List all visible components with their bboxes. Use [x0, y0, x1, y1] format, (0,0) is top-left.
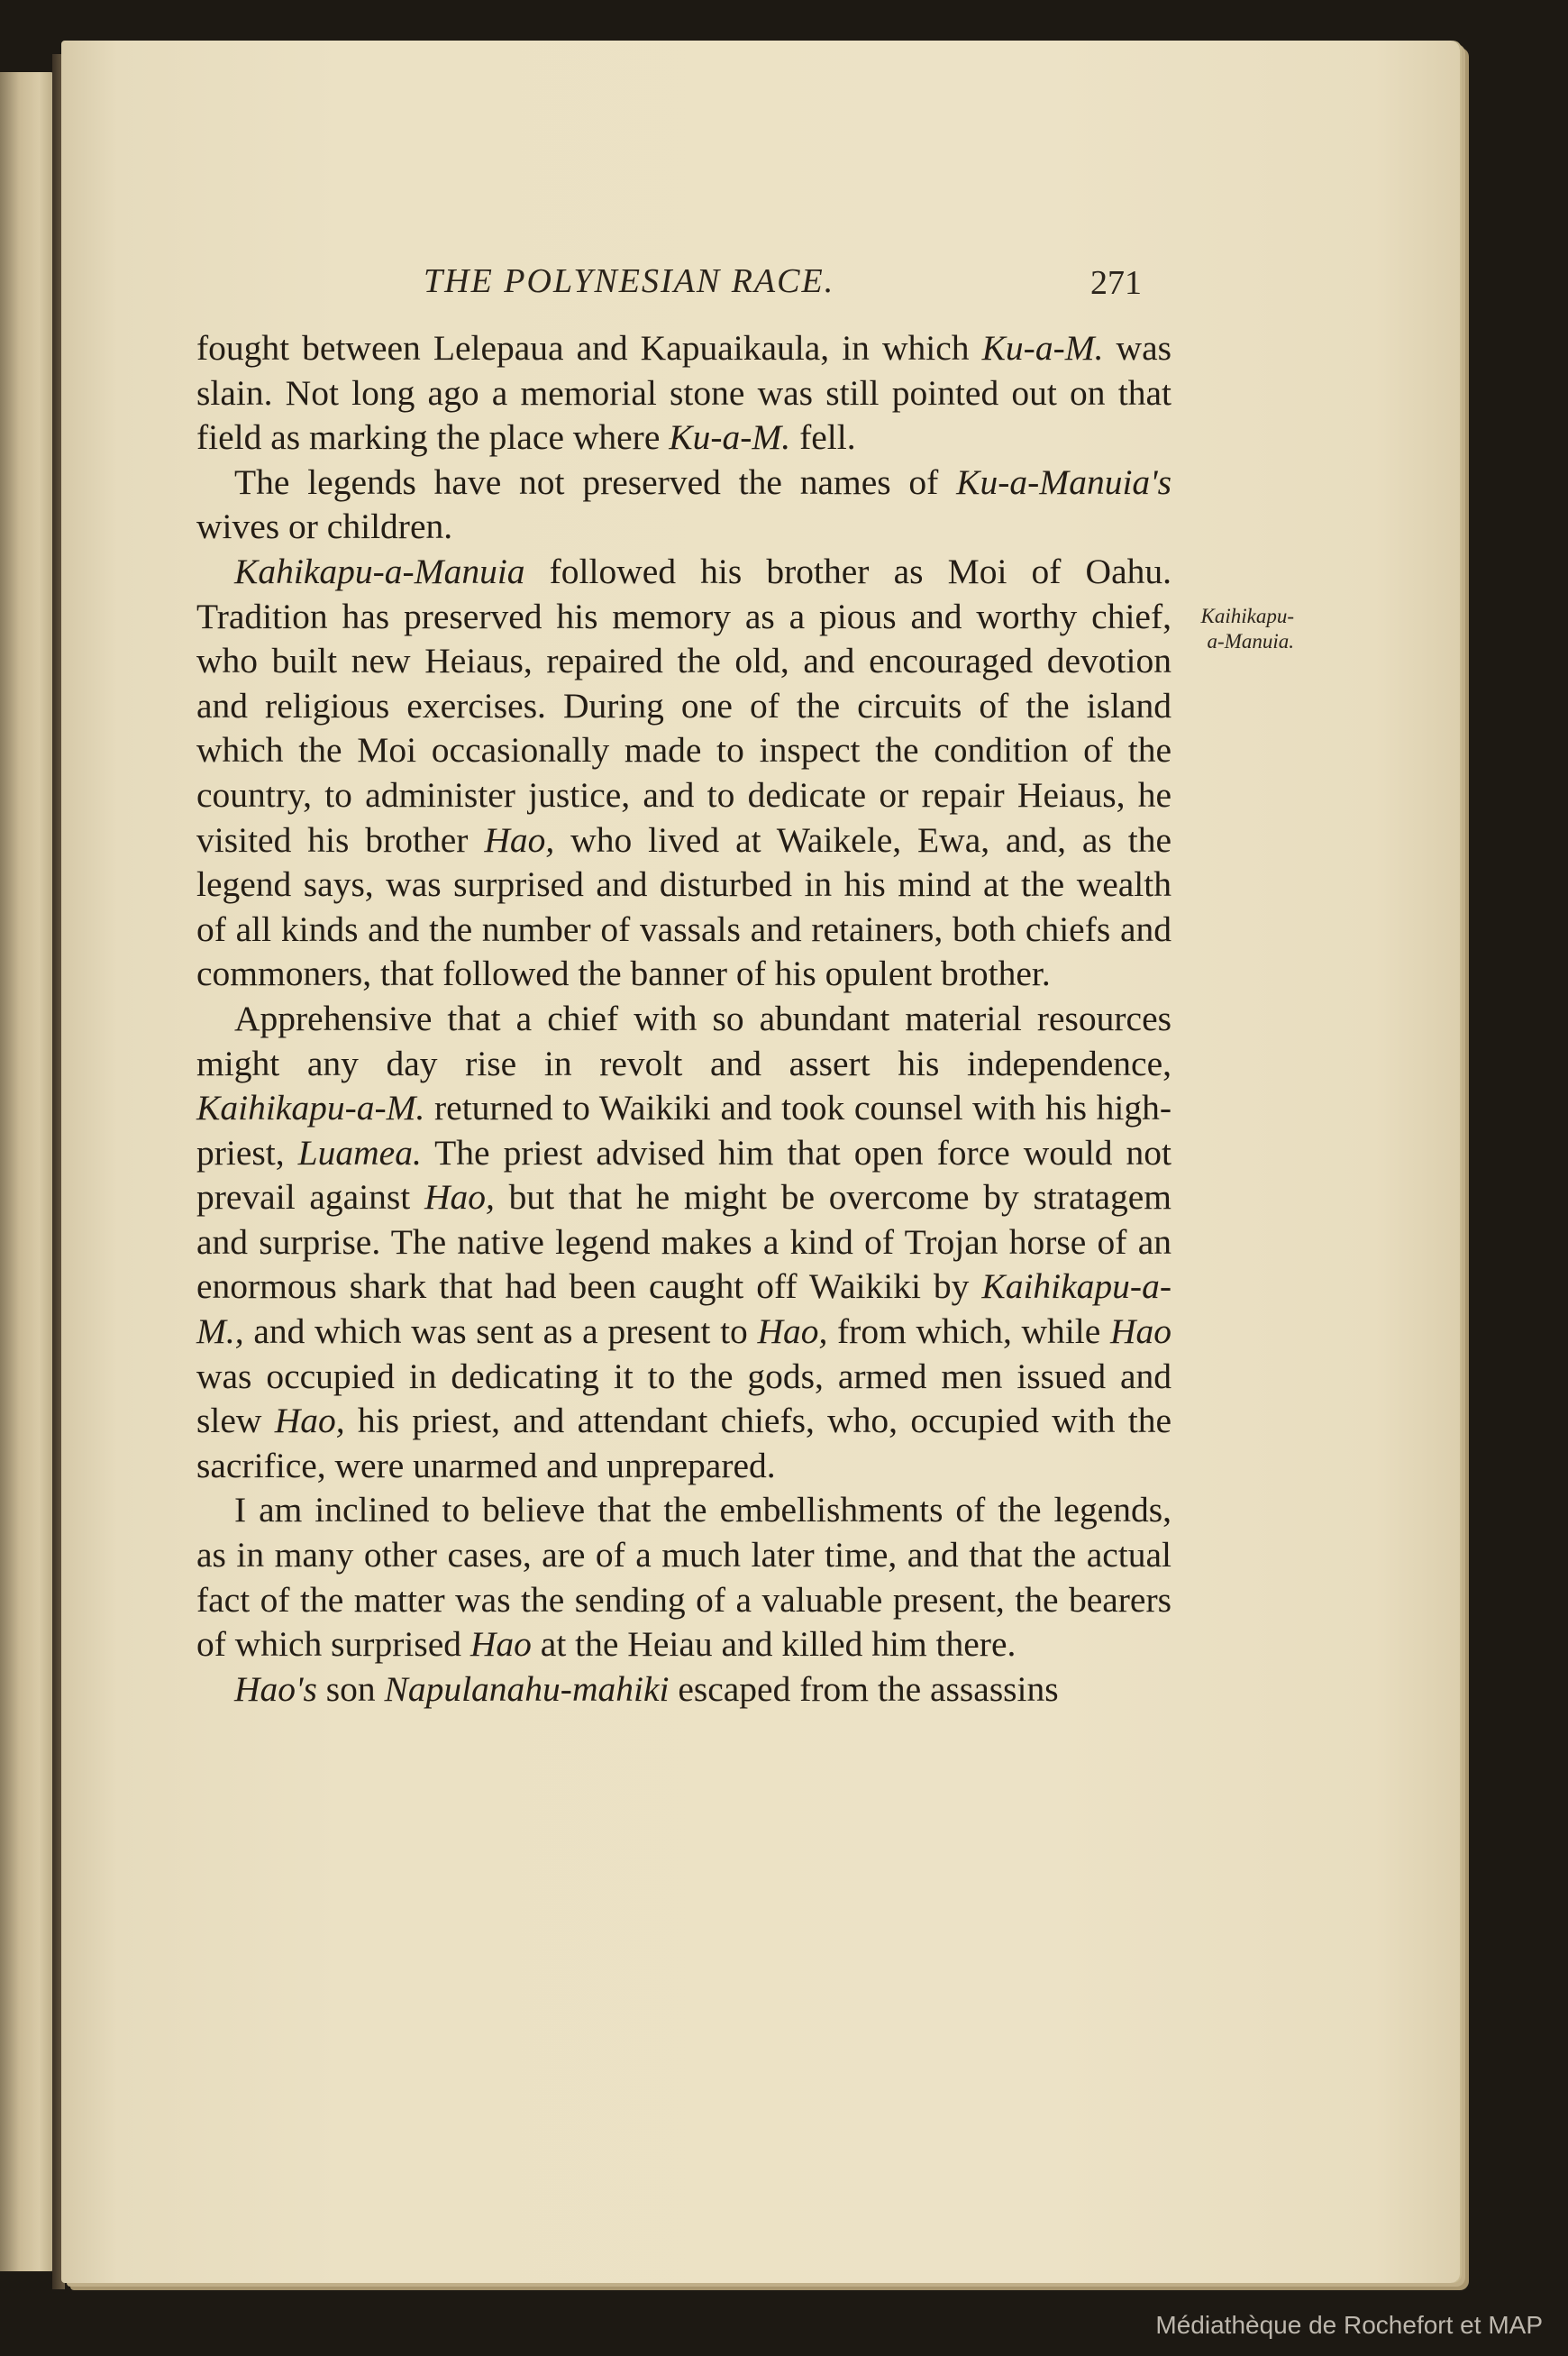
italic-name: Hao, [757, 1311, 828, 1352]
margin-note-line-2: a-Manuia. [1207, 630, 1294, 653]
text-run: at the Heiau and killed him there. [531, 1624, 1016, 1665]
body-text [196, 326, 1171, 1712]
text-run: from which, while [827, 1311, 1110, 1352]
margin-note [1150, 604, 1294, 654]
italic-name: Ku-a-Manuia's [956, 461, 1171, 502]
text-run: wives or children. [196, 507, 453, 547]
page-number: 271 [1090, 264, 1142, 302]
italic-name: Hao, [484, 819, 555, 860]
text-run: returned to Waikiki and took counsel with his high-priest, [196, 1088, 1171, 1173]
italic-name: Hao's [234, 1668, 317, 1709]
text-run: his priest, and attendant chiefs, who, occupied with the sacrifice, were unarmed and unprepared. [196, 1401, 1172, 1485]
italic-name: Hao [1109, 1311, 1171, 1352]
italic-name: Luamea. [297, 1132, 422, 1173]
library-watermark: Médiathèque de Rochefort et MAP [1155, 2311, 1543, 2339]
text-run: fought between Lelepaua and Kapuaikaula, in which [196, 328, 982, 368]
text-run: was occupied in dedicating it to the gods, armed men issued and slew [196, 1356, 1171, 1441]
italic-name: Hao, [424, 1177, 495, 1218]
text-run: fell. [790, 417, 856, 458]
text-run: but that he might be overcome by stratagem and surprise. The native legend makes a kind of Trojan horse of an enormous shark that had been caught off Waikiki by [196, 1177, 1171, 1307]
italic-name: Hao, [274, 1401, 345, 1441]
text-run: and which was sent as a present to [243, 1311, 758, 1352]
text-run: was slain. Not long ago a memorial stone was still pointed out on that field as marking the place where [196, 328, 1171, 458]
paragraph-2 [196, 461, 1171, 550]
italic-name: Kaihikapu-a-M., [196, 1266, 1171, 1352]
paragraph-6 [196, 1667, 1171, 1712]
italic-name: Ku-a-M. [669, 417, 791, 458]
text-run: Apprehensive that a chief with so abundant material resources might any day rise in revolt and assert his independence, [196, 998, 1171, 1083]
paragraph-3 [196, 550, 1171, 997]
italic-name: Kaihikapu-a-M. [196, 1088, 425, 1128]
italic-name: Napulanahu-mahiki [384, 1668, 670, 1709]
text-run: son [316, 1668, 385, 1709]
italic-name: Ku-a-M. [981, 328, 1104, 368]
running-head: THE POLYNESIAN RACE. [424, 262, 835, 300]
italic-name: Kahikapu-a-Manuia [234, 551, 525, 591]
previous-page-edge [0, 72, 56, 2271]
margin-note-line-1: Kaihikapu- [1200, 605, 1294, 627]
paragraph-5 [196, 1488, 1171, 1667]
text-run: who lived at Waikele, Ewa, and, as the legend says, was surprised and disturbed in his mind at the wealth of all kinds and the number of vassals and retainers, both chiefs and commoners, that followed the banner of his opulent brother. [196, 819, 1171, 994]
text-run: The legends have not preserved the names of [234, 461, 957, 502]
text-run: The priest advised him that open force would not prevail against [196, 1132, 1172, 1218]
text-run: escaped from the assassins [669, 1668, 1059, 1709]
paragraph-4 [196, 997, 1171, 1489]
text-run: followed his brother as Moi of Oahu. Tradition has preserved his memory as a pious and worthy chief, who built new Heiaus, repaired the old, and encouraged devotion and religious exercises. During one of the circuits of the island which the Moi occasionally made to inspect the condition of the country, to administer justice, and to dedicate or repair Heiaus, he visited his brother [196, 551, 1171, 860]
text-run: I am inclined to believe that the embellishments of the legends, as in many other cases, are of a much later time, and that the actual fact of the matter was the sending of a valuable present, the bearers of which surprised [196, 1490, 1171, 1665]
paragraph-1 [196, 326, 1171, 461]
italic-name: Hao [469, 1624, 532, 1665]
